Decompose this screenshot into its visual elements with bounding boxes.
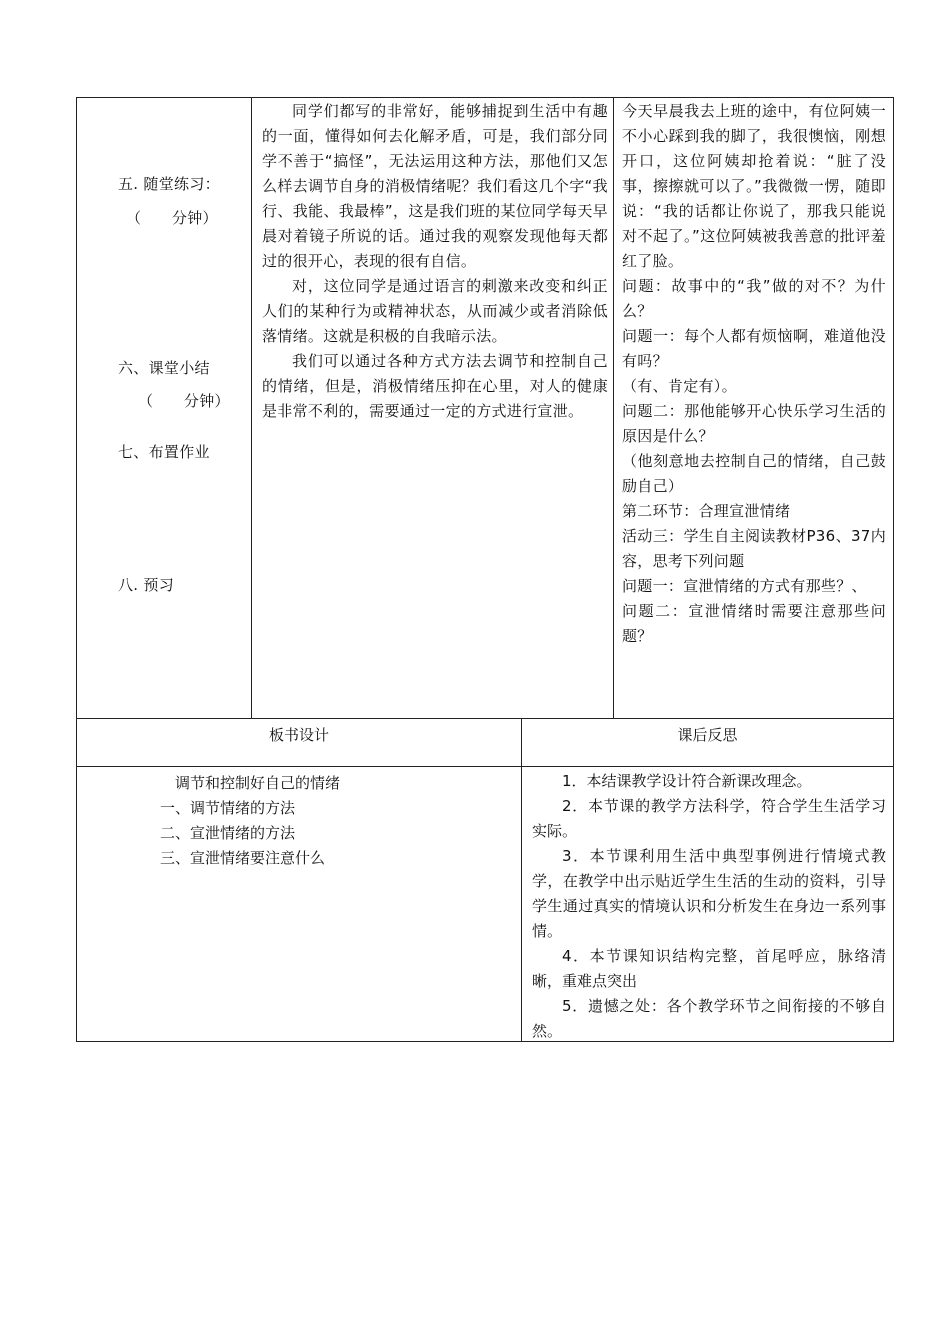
col-divider-1 [251,97,252,719]
student-activity-text [622,99,886,649]
paragraph: 对，这位同学是通过语言的刺激来改变和纠正人们的某种行为或精神状态，从而减少或者消除低落情绪。这就是积极的自我暗示法。 [262,277,608,345]
col-divider-2 [613,97,614,719]
story-paragraph: 今天早晨我去上班的途中，有位阿姨一不小心踩到我的脚了，我很懊恼，刚想开口，这位阿姨却抢着说：“脏了没事，擦擦就可以了。”我微微一愣，随即说：“我的话都让你说了，那我只能说对不起了。”这位阿姨被我善意的批评羞红了脸。 [622,102,886,270]
row-divider-1 [76,718,894,719]
reflection-item: 1．本结课教学设计符合新课改理念。 [562,772,812,790]
board-design-header: 板书设计 [268,726,329,744]
table-top-border [76,97,894,98]
col-divider-bottom [521,718,522,1042]
teacher-activity-text [262,99,608,424]
reflection-item: 3．本节课利用生活中典型事例进行情境式教学，在教学中出示贴近学生生活的生动的资料，引导学生通过真实的情境认识和分析发生在身边一系列事情。 [532,847,886,940]
reflection-item: 4．本节课知识结构完整，首尾呼应，脉络清晰，重难点突出 [532,947,886,990]
row-divider-2 [76,766,894,767]
section-heading: 第二环节：合理宣泄情绪 [622,502,791,520]
question: 问题一：每个人都有烦恼啊，难道他没有吗？ [622,327,886,370]
board-item: 三、宣泄情绪要注意什么 [160,849,326,867]
paragraph: 同学们都写的非常好，能够捕捉到生活中有趣的一面，懂得如何去化解矛盾，可是，我们部分同学不善于“搞怪”，无法运用这种方法，那他们又怎么样去调节自身的消极情绪呢？我们看这几个字“我行、我能、我最棒”，这是我们班的某位同学每天早晨对着镜子所说的话。通过我的观察发现他每天都过的很开心，表现的很有自信。 [262,102,608,270]
answer: （有、肯定有）。 [622,377,737,395]
preview-label: 八. 预习 [118,576,175,594]
question: 问题二：那他能够开心快乐学习生活的原因是什么？ [622,402,886,445]
question: 问题一：宣泄情绪的方式有那些？、 [622,577,867,595]
reflection-item: 2．本节课的教学方法科学，符合学生生活学习实际。 [532,797,886,840]
question: 问题二：宣泄情绪时需要注意那些问题？ [622,602,886,645]
activity: 活动三：学生自主阅读教材P36、37内容，思考下列问题 [622,527,886,570]
table-left-border [76,97,77,1042]
reflection-content [532,769,886,1044]
answer: （他刻意地去控制自己的情绪，自己鼓励自己） [622,452,886,495]
reflection-header: 课后反思 [677,726,738,744]
board-title: 调节和控制好自己的情绪 [175,774,341,792]
paragraph: 我们可以通过各种方式方法去调节和控制自己的情绪，但是，消极情绪压抑在心里，对人的健康是非常不利的，需要通过一定的方式进行宣泄。 [262,352,608,420]
board-design-content [160,771,340,871]
table-right-border [893,97,894,1042]
homework-label: 七、布置作业 [118,443,210,461]
summary-time: （ 分钟） [138,392,230,410]
board-item: 二、宣泄情绪的方法 [160,824,296,842]
summary-label: 六、课堂小结 [118,359,210,377]
exercise-label: 五. 随堂练习： [118,175,220,193]
exercise-time: （ 分钟） [126,209,218,227]
board-item: 一、调节情绪的方法 [160,799,296,817]
reflection-item: 5．遗憾之处：各个教学环节之间衔接的不够自然。 [532,997,886,1040]
question: 问题：故事中的“我”做的对不？为什么？ [622,277,886,320]
